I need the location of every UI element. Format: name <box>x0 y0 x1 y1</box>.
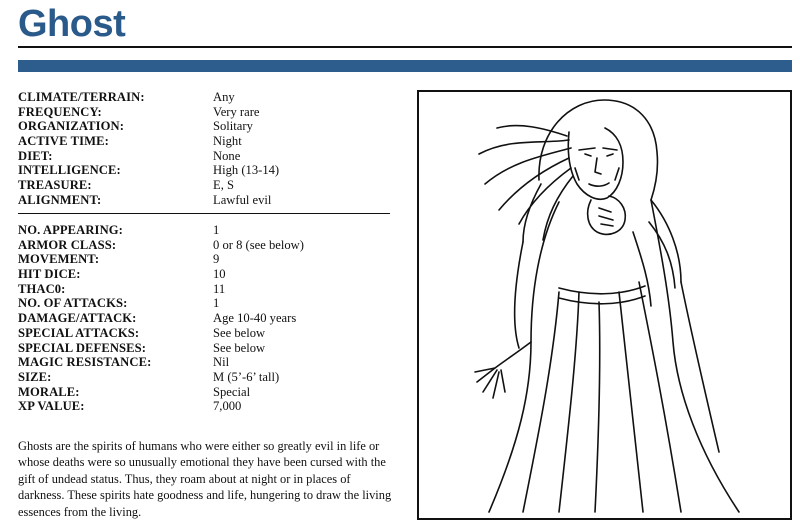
stat-value: Night <box>213 134 242 149</box>
stat-label: SPECIAL DEFENSES: <box>18 340 147 355</box>
stat-row <box>18 119 390 134</box>
stat-block-general <box>18 90 390 208</box>
stat-label: SPECIAL ATTACKS: <box>18 325 140 340</box>
stat-value: 1 <box>213 296 220 311</box>
stat-value: Nil <box>213 355 230 370</box>
stat-value: Age 10-40 years <box>213 311 297 326</box>
stat-label: THAC0: <box>18 281 66 296</box>
page-title: Ghost <box>18 3 126 45</box>
stat-row <box>18 90 390 105</box>
stat-row <box>18 238 390 253</box>
stat-label: FREQUENCY: <box>18 104 102 119</box>
stat-label: INTELLIGENCE: <box>18 163 121 178</box>
stat-value: Any <box>213 90 235 104</box>
stat-label: ACTIVE TIME: <box>18 134 109 149</box>
stat-label: SIZE: <box>18 369 52 384</box>
stat-row <box>18 355 390 370</box>
stat-value: M (5’-6’ tall) <box>213 369 280 384</box>
stat-label: MORALE: <box>18 384 80 399</box>
stat-value: Lawful evil <box>213 192 272 207</box>
stat-row <box>18 223 390 238</box>
stat-value: None <box>213 148 241 163</box>
stat-row <box>18 105 390 120</box>
stat-value: E, S <box>213 178 234 193</box>
stat-row <box>18 326 390 341</box>
stat-label: DIET: <box>18 148 53 163</box>
stat-value: See below <box>213 340 266 355</box>
header-color-bar <box>18 60 792 72</box>
stat-value: Solitary <box>213 119 253 134</box>
stat-value: 7,000 <box>213 399 242 414</box>
stat-label: NO. APPEARING: <box>18 223 123 237</box>
stat-label: ORGANIZATION: <box>18 119 125 134</box>
stat-label: HIT DICE: <box>18 267 81 282</box>
stat-row <box>18 267 390 282</box>
stat-value: 11 <box>213 281 226 296</box>
stat-value: 1 <box>213 223 220 237</box>
stat-value: High (13-14) <box>213 163 280 178</box>
stat-row <box>18 178 390 193</box>
stat-value: 0 or 8 (see below) <box>213 237 304 252</box>
stat-label: XP VALUE: <box>18 399 85 414</box>
stat-label: NO. OF ATTACKS: <box>18 296 128 311</box>
stat-value: 9 <box>213 252 220 267</box>
title-underline <box>18 46 792 48</box>
stat-row <box>18 399 390 414</box>
stat-row <box>18 370 390 385</box>
stat-label: ALIGNMENT: <box>18 192 102 207</box>
ghost-illustration <box>417 90 792 520</box>
stat-label: TREASURE: <box>18 178 92 193</box>
stat-row <box>18 296 390 311</box>
stat-row <box>18 385 390 400</box>
stat-row <box>18 252 390 267</box>
stat-value: See below <box>213 325 266 340</box>
stat-row <box>18 311 390 326</box>
description-paragraph: Ghosts are the spirits of humans who were either so greatly evil in life or whose deaths were so unusually emotional they have been cursed with the gift of undead status. Thus, they roam about at night or in places of darkness. These spirits hate goodness and life, hungering to draw the living essences from the living. <box>18 439 392 519</box>
stat-block-divider <box>18 213 390 214</box>
stat-block-combat <box>18 223 390 414</box>
stat-row <box>18 149 390 164</box>
stat-label: CLIMATE/TERRAIN: <box>18 90 145 104</box>
stat-row <box>18 134 390 149</box>
stat-value: Special <box>213 384 251 399</box>
ghost-figure-icon <box>419 92 790 518</box>
stat-label: MAGIC RESISTANCE: <box>18 355 152 370</box>
stat-label: MOVEMENT: <box>18 252 100 267</box>
stat-row <box>18 193 390 208</box>
stat-value: Very rare <box>213 104 260 119</box>
stat-value: 10 <box>213 267 226 282</box>
stat-label: DAMAGE/ATTACK: <box>18 311 137 326</box>
stat-label: ARMOR CLASS: <box>18 237 117 252</box>
stat-row <box>18 282 390 297</box>
stat-row <box>18 163 390 178</box>
stat-row <box>18 341 390 356</box>
